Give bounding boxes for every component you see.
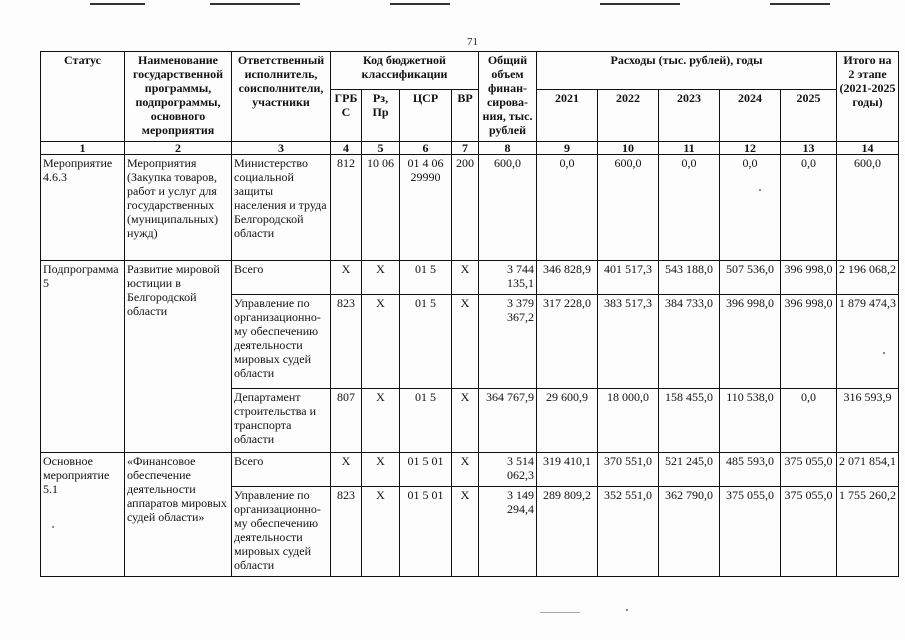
cell-2025: 0,0 [781, 389, 837, 453]
cell-2023: 158 455,0 [659, 389, 720, 453]
cell-rzpr: Х [362, 487, 400, 577]
column-number: 2 [125, 142, 232, 155]
cell-csr: 01 5 [400, 295, 452, 389]
cell-2021: 319 410,1 [537, 453, 598, 487]
table-row [41, 155, 899, 261]
scan-speck [759, 189, 761, 191]
cell-2024: 375 055,0 [720, 487, 781, 577]
cell-grbs: 812 [331, 155, 362, 261]
cell-2025: 375 055,0 [781, 453, 837, 487]
header-budget-code: Код бюджетной классификации [331, 52, 479, 90]
cell-2025: 0,0 [781, 155, 837, 261]
cell-stage-total: 1 755 260,2 [837, 487, 899, 577]
cell-name: Развитие мировой юстиции в Белгородской области [125, 261, 232, 453]
header-total: Общий объем финан-сирова-ния, тыс. рублей [479, 52, 537, 142]
cell-2021: 346 828,9 [537, 261, 598, 295]
cell-2023: 0,0 [659, 155, 720, 261]
cell-status: Основное мероприятие 5.1 [41, 453, 125, 577]
cell-2024: 0,0 [720, 155, 781, 261]
table-row [41, 453, 899, 487]
cell-total: 600,0 [479, 155, 537, 261]
scan-speck [52, 526, 54, 528]
column-number: 4 [331, 142, 362, 155]
cell-csr: 01 4 06 29990 [400, 155, 452, 261]
cell-vr: Х [452, 453, 479, 487]
column-number: 13 [781, 142, 837, 155]
cell-status: Подпрограмма 5 [41, 261, 125, 453]
cell-executor: Управление по организационно-му обеспечению деятельности мировых судей области [232, 295, 331, 389]
page-number: 71 [467, 36, 478, 48]
cell-rzpr: Х [362, 261, 400, 295]
cell-total: 3 514 062,3 [479, 453, 537, 487]
cell-2022: 352 551,0 [598, 487, 659, 577]
cell-name: «Финансовое обеспечение деятельности аппаратов мировых судей области» [125, 453, 232, 577]
cell-2023: 543 188,0 [659, 261, 720, 295]
cell-2022: 370 551,0 [598, 453, 659, 487]
cell-2025: 375 055,0 [781, 487, 837, 577]
scan-speck [626, 609, 628, 611]
cell-grbs: Х [331, 453, 362, 487]
cell-2021: 29 600,9 [537, 389, 598, 453]
column-number: 1 [41, 142, 125, 155]
column-number: 11 [659, 142, 720, 155]
scan-speck [883, 352, 885, 354]
cell-2022: 401 517,3 [598, 261, 659, 295]
cell-grbs: 807 [331, 389, 362, 453]
cell-2022: 600,0 [598, 155, 659, 261]
column-number: 9 [537, 142, 598, 155]
cell-2021: 289 809,2 [537, 487, 598, 577]
cell-2022: 383 517,3 [598, 295, 659, 389]
cell-csr: 01 5 01 [400, 453, 452, 487]
column-number: 6 [400, 142, 452, 155]
column-number: 14 [837, 142, 899, 155]
cell-grbs: 823 [331, 487, 362, 577]
cell-2023: 384 733,0 [659, 295, 720, 389]
cell-rzpr: Х [362, 453, 400, 487]
cell-csr: 01 5 [400, 261, 452, 295]
cell-vr: Х [452, 389, 479, 453]
cell-name: Мероприятия (Закупка товаров, работ и услуг для государственных (муниципальных) нужд) [125, 155, 232, 261]
header-name: Наименование государственной программы, подпрограммы, основного мероприятия [125, 52, 232, 142]
header-grbs: ГРБ С [331, 90, 362, 142]
cell-vr: Х [452, 487, 479, 577]
column-number: 12 [720, 142, 781, 155]
cell-rzpr: Х [362, 295, 400, 389]
cell-total: 3 379 367,2 [479, 295, 537, 389]
top-rule [600, 3, 680, 5]
cell-stage-total: 2 071 854,1 [837, 453, 899, 487]
cell-rzpr: Х [362, 389, 400, 453]
cell-executor: Всего [232, 261, 331, 295]
cell-executor: Департамент строительства и транспорта области [232, 389, 331, 453]
cell-2023: 362 790,0 [659, 487, 720, 577]
top-rule [770, 3, 830, 5]
cell-2025: 396 998,0 [781, 295, 837, 389]
header-stage-total: Итого на 2 этапе (2021-2025 годы) [837, 52, 899, 142]
column-number: 5 [362, 142, 400, 155]
header-year-2024: 2024 [720, 90, 781, 142]
cell-grbs: Х [331, 261, 362, 295]
top-rule [390, 3, 450, 5]
cell-stage-total: 316 593,9 [837, 389, 899, 453]
cell-total: 3 744 135,1 [479, 261, 537, 295]
table-row [41, 261, 899, 295]
cell-2024: 110 538,0 [720, 389, 781, 453]
header-vr: ВР [452, 90, 479, 142]
cell-2021: 317 228,0 [537, 295, 598, 389]
column-number: 3 [232, 142, 331, 155]
cell-executor: Всего [232, 453, 331, 487]
cell-total: 3 149 294,4 [479, 487, 537, 577]
cell-rzpr: 10 06 [362, 155, 400, 261]
scan-mark [540, 612, 580, 613]
header-year-2022: 2022 [598, 90, 659, 142]
cell-vr: Х [452, 261, 479, 295]
column-number: 10 [598, 142, 659, 155]
column-number: 7 [452, 142, 479, 155]
cell-stage-total: 1 879 474,3 [837, 295, 899, 389]
cell-2024: 485 593,0 [720, 453, 781, 487]
cell-executor: Министерство социальной защиты населения и труда Белгородской области [232, 155, 331, 261]
header-year-2023: 2023 [659, 90, 720, 142]
cell-stage-total: 2 196 068,2 [837, 261, 899, 295]
header-status: Статус [41, 52, 125, 142]
header-year-2021: 2021 [537, 90, 598, 142]
cell-executor: Управление по организационно-му обеспечению деятельности мировых судей области [232, 487, 331, 577]
header-csr: ЦСР [400, 90, 452, 142]
cell-2023: 521 245,0 [659, 453, 720, 487]
budget-table [40, 51, 899, 577]
top-rule [210, 3, 300, 5]
column-number: 8 [479, 142, 537, 155]
cell-2024: 507 536,0 [720, 261, 781, 295]
cell-status: Мероприятие 4.6.3 [41, 155, 125, 261]
cell-2021: 0,0 [537, 155, 598, 261]
column-number-row [41, 142, 899, 155]
cell-vr: Х [452, 295, 479, 389]
header-executor: Ответственный исполнитель, соисполнители, участники [232, 52, 331, 142]
cell-csr: 01 5 [400, 389, 452, 453]
cell-csr: 01 5 01 [400, 487, 452, 577]
header-expenses: Расходы (тыс. рублей), годы [537, 52, 837, 90]
cell-2024: 396 998,0 [720, 295, 781, 389]
cell-grbs: 823 [331, 295, 362, 389]
cell-stage-total: 600,0 [837, 155, 899, 261]
header-year-2025: 2025 [781, 90, 837, 142]
cell-2022: 18 000,0 [598, 389, 659, 453]
header-rzpr: Рз, Пр [362, 90, 400, 142]
top-rule [90, 3, 145, 5]
cell-total: 364 767,9 [479, 389, 537, 453]
cell-vr: 200 [452, 155, 479, 261]
cell-2025: 396 998,0 [781, 261, 837, 295]
